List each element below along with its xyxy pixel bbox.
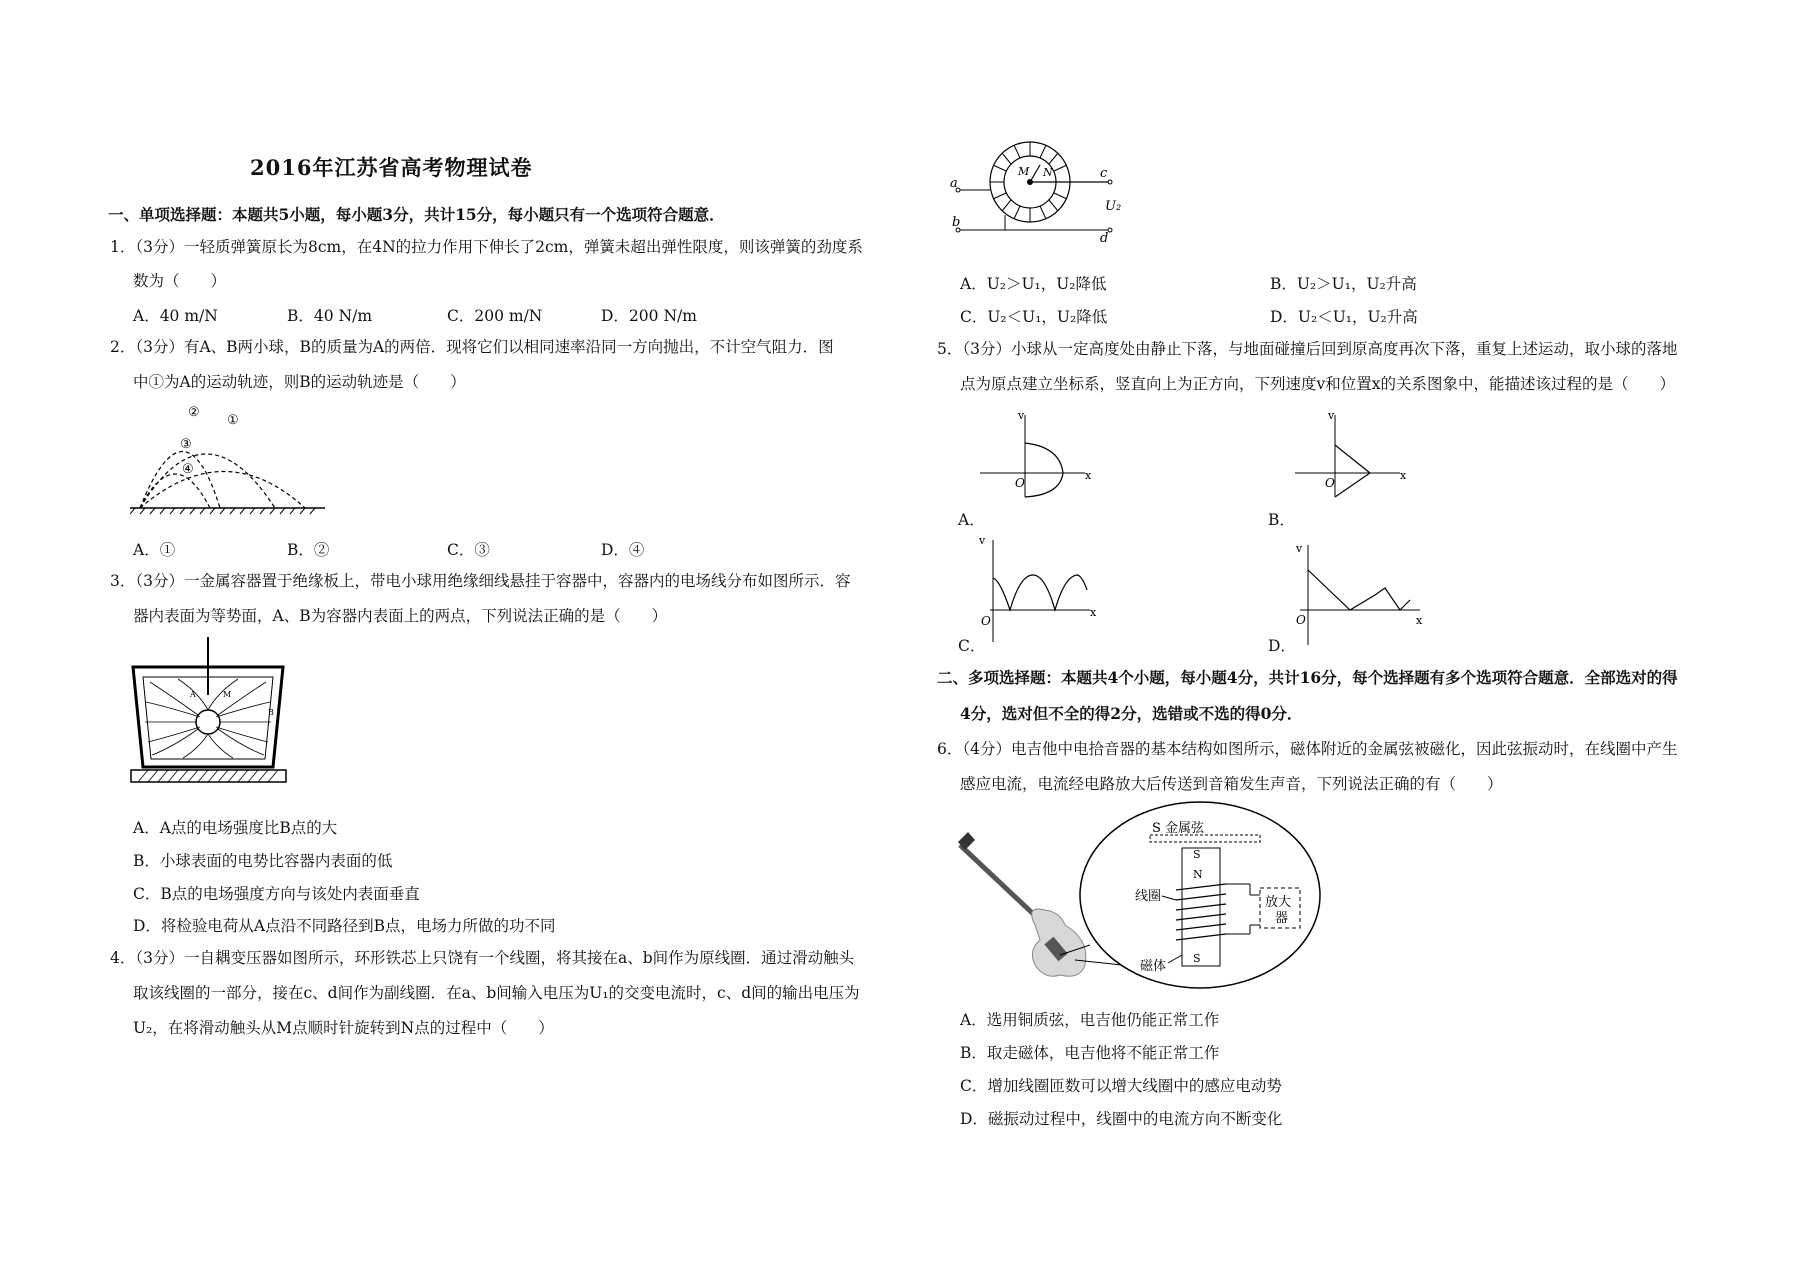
guitar-icon: [958, 832, 1086, 976]
q5-option-d[interactable]: D．: [1268, 637, 1296, 655]
q5-graph-d: [1290, 540, 1425, 650]
q1-stem-line1: 1．（3分）一轻质弹簧原长为8cm，在4N的拉力作用下伸长了2cm，弹簧未超出弹性限度，则该弹簧的劲度系: [110, 238, 863, 256]
q4-option-b[interactable]: B．U₂＞U₁，U₂升高: [1270, 275, 1417, 293]
q2-option-d[interactable]: D．④: [601, 541, 645, 559]
q5-graph-b: [1290, 405, 1410, 500]
q5c-v-label: v: [979, 534, 986, 547]
q2-stem-line1: 2．（3分）有A、B两小球，B的质量为A的两倍．现将它们以相同速率沿同一方向抛出，不计空气阻力．图: [110, 338, 834, 356]
q5b-v-label: v: [1328, 409, 1335, 422]
q4-option-c[interactable]: C．U₂＜U₁，U₂降低: [960, 308, 1108, 326]
q4-label-m: M: [1018, 165, 1030, 178]
q5d-v-label: v: [1296, 542, 1303, 555]
q5d-x-label: x: [1416, 614, 1423, 627]
q3-label-a: A: [190, 690, 196, 699]
q5d-o-label: O: [1296, 613, 1306, 627]
q2-label-1: ①: [227, 413, 239, 428]
q6-pickup-figure: [950, 800, 1330, 990]
q5-graph-a: [975, 405, 1095, 500]
q6-stem-line1: 6．（4分）电吉他中电拾音器的基本结构如图所示，磁体附近的金属弦被磁化，因此弦振动时，在线圈中产生: [937, 740, 1678, 758]
q5c-x-label: x: [1090, 606, 1097, 619]
q5a-x-label: x: [1085, 469, 1092, 482]
q5c-o-label: O: [981, 614, 991, 628]
q6-label-amp1: 放大: [1265, 895, 1292, 910]
q6-label-coil: 线圈: [1135, 889, 1162, 904]
q3-option-c[interactable]: C．B点的电场强度方向与该处内表面垂直: [133, 885, 420, 903]
q5a-v-label: v: [1018, 409, 1025, 422]
q2-trajectory-figure: [130, 400, 330, 515]
q6-label-amp2: 器: [1275, 911, 1289, 926]
q4-label-d: d: [1100, 231, 1109, 245]
q5-graph-c: [975, 530, 1100, 645]
q4-option-a[interactable]: A．U₂＞U₁，U₂降低: [960, 275, 1107, 293]
q6-label-string: S 金属弦: [1152, 821, 1205, 836]
q3-container-figure: [128, 637, 293, 787]
q2-stem-line2: 中①为A的运动轨迹，则B的运动轨迹是（ ）: [133, 373, 466, 391]
q5b-o-label: O: [1325, 476, 1335, 490]
section2-header-line2: 4分，选对但不全的得2分，选错或不选的得0分．: [960, 704, 1303, 723]
q4-label-n: N: [1043, 166, 1053, 179]
q5-option-b[interactable]: B．: [1268, 511, 1295, 529]
q2-label-3: ③: [180, 437, 192, 452]
q6-label-n: N: [1193, 868, 1203, 881]
q3-option-b[interactable]: B．小球表面的电势比容器内表面的低: [133, 852, 393, 870]
section2-header-line1: 二、多项选择题：本题共4个小题，每小题4分，共计16分，每个选择题有多个选项符合题意．全部选对的得: [937, 668, 1678, 687]
q3-stem-line1: 3．（3分）一金属容器置于绝缘板上，带电小球用绝缘细线悬挂于容器中，容器内的电场线分布如图所示．容: [110, 572, 851, 590]
q2-option-a[interactable]: A．①: [133, 541, 176, 559]
page-title: 2016年江苏省高考物理试卷: [250, 155, 533, 180]
q2-label-4: ④: [182, 462, 194, 477]
q4-transformer-figure: [950, 140, 1130, 245]
q4-stem-line1: 4．（3分）一自耦变压器如图所示，环形铁芯上只饶有一个线圈，将其接在a、b间作为原线圈．通过滑动触头: [110, 949, 855, 967]
q5b-x-label: x: [1400, 469, 1407, 482]
q5-option-a[interactable]: A．: [958, 511, 985, 529]
q6-stem-line2: 感应电流，电流经电路放大后传送到音箱发生声音，下列说法正确的有（ ）: [960, 775, 1503, 793]
q4-label-c: c: [1100, 166, 1108, 181]
q1-option-c[interactable]: C．200 m/N: [447, 307, 543, 325]
q5-stem-line2: 点为原点建立坐标系，竖直向上为正方向，下列速度v和位置x的关系图象中，能描述该过程的是（ ）: [960, 375, 1676, 393]
q3-option-d[interactable]: D．将检验电荷从A点沿不同路径到B点，电场力所做的功不同: [133, 917, 556, 935]
q5-option-c[interactable]: C．: [958, 637, 986, 655]
q1-option-d[interactable]: D．200 N/m: [601, 307, 697, 325]
q2-label-2: ②: [188, 405, 200, 420]
q1-option-b[interactable]: B．40 N/m: [287, 307, 373, 325]
q6-label-s-top: S: [1193, 848, 1201, 861]
q4-label-u2: U₂: [1105, 199, 1122, 214]
q4-stem-line2: 取该线圈的一部分，接在c、d间作为副线圈．在a、b间输入电压为U₁的交变电流时，c、d间的输出电压为: [133, 984, 860, 1002]
q6-option-c[interactable]: C．增加线圈匝数可以增大线圈中的感应电动势: [960, 1077, 1282, 1095]
q4-label-a: a: [950, 176, 958, 191]
q3-option-a[interactable]: A．A点的电场强度比B点的大: [133, 819, 338, 837]
q3-stem-line2: 器内表面为等势面，A、B为容器内表面上的两点，下列说法正确的是（ ）: [133, 607, 668, 625]
q4-option-d[interactable]: D．U₂＜U₁，U₂升高: [1270, 308, 1418, 326]
q6-option-b[interactable]: B．取走磁体，电吉他将不能正常工作: [960, 1044, 1220, 1062]
q6-option-d[interactable]: D．磁振动过程中，线圈中的电流方向不断变化: [960, 1110, 1283, 1128]
q1-option-a[interactable]: A．40 m/N: [133, 307, 218, 325]
q6-option-a[interactable]: A．选用铜质弦，电吉他仍能正常工作: [960, 1011, 1220, 1029]
q6-label-s-bot: S: [1193, 952, 1201, 965]
section1-header: 一、单项选择题：本题共5小题，每小题3分，共计15分，每小题只有一个选项符合题意．: [108, 205, 725, 224]
q3-label-m: M: [223, 690, 232, 699]
q3-label-b: B: [268, 708, 274, 717]
q5-stem-line1: 5．（3分）小球从一定高度处由静止下落，与地面碰撞后回到原高度再次下落，重复上述运动，取小球的落地: [937, 340, 1678, 358]
q1-stem-line2: 数为（ ）: [133, 272, 227, 290]
q2-option-b[interactable]: B．②: [287, 541, 330, 559]
q4-stem-line3: U₂，在将滑动触头从M点顺时针旋转到N点的过程中（ ）: [133, 1019, 554, 1037]
q2-option-c[interactable]: C．③: [447, 541, 490, 559]
q6-label-magnet: 磁体: [1140, 959, 1167, 974]
q4-label-b: b: [952, 215, 961, 230]
q5a-o-label: O: [1015, 476, 1025, 490]
